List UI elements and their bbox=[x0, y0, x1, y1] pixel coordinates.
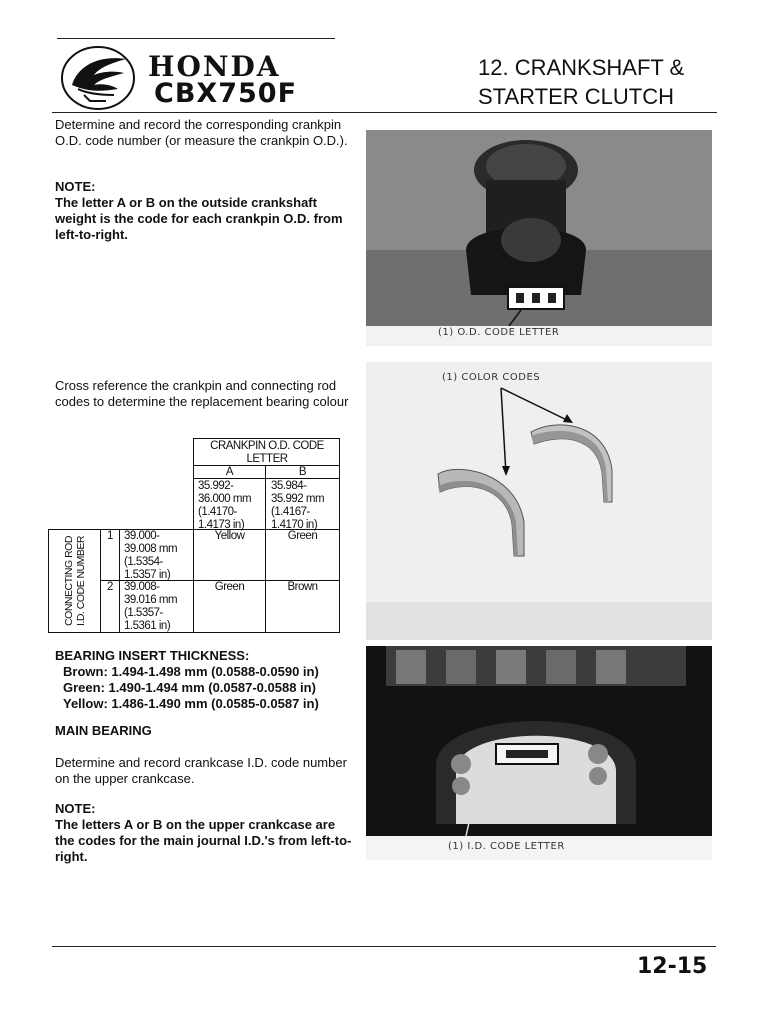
column-a-spec bbox=[198, 480, 264, 532]
photo-caption-od-code: (1) O.D. CODE LETTER bbox=[438, 327, 560, 338]
spec-line: 1.5361 in) bbox=[124, 620, 171, 632]
rod-header-line-2: I.D. CODE NUMBER bbox=[75, 536, 87, 627]
spec-line: 39.008 mm bbox=[124, 543, 178, 555]
header-rule-bottom bbox=[52, 112, 717, 113]
page-number: 12-15 bbox=[637, 954, 708, 979]
table-line bbox=[119, 529, 120, 633]
column-b-label: B bbox=[298, 466, 307, 478]
bearing-selection-table bbox=[48, 438, 340, 633]
section-title-line-2: STARTER CLUTCH bbox=[478, 84, 674, 109]
footer-rule bbox=[52, 946, 716, 947]
spec-line: 36.000 mm bbox=[198, 493, 252, 505]
bearing-color-1b: Green bbox=[287, 530, 318, 542]
bearing-color-1a: Yellow bbox=[214, 530, 245, 542]
bearing-color-2a: Green bbox=[214, 581, 245, 593]
spec-line: 35.992 mm bbox=[271, 493, 325, 505]
spec-line: (1.5357- bbox=[124, 607, 163, 619]
spec-line: 1.4170 in) bbox=[271, 519, 318, 531]
spec-line: 35.992- bbox=[198, 480, 234, 492]
note-label: NOTE: bbox=[55, 179, 96, 194]
photo-caption-color-codes: (1) COLOR CODES bbox=[442, 372, 541, 383]
table-line bbox=[265, 465, 266, 633]
note-crankcase bbox=[55, 801, 355, 865]
crankcase-photo bbox=[366, 646, 712, 860]
crankpin-header: CRANKPIN O.D. CODE LETTER bbox=[210, 440, 324, 465]
rod-code-1: 1 bbox=[107, 530, 113, 542]
thickness-green: Green: 1.490-1.494 mm (0.0587-0.0588 in) bbox=[63, 680, 316, 695]
table-line bbox=[339, 438, 340, 633]
table-line bbox=[48, 529, 49, 633]
thickness-brown: Brown: 1.494-1.498 mm (0.0588-0.0590 in) bbox=[63, 664, 319, 679]
spec-line: (1.4170- bbox=[198, 506, 237, 518]
note-body: The letters A or B on the upper crankcase are the codes for the main journal I.D.'s from left-to-right. bbox=[55, 817, 352, 864]
crankshaft-photo bbox=[366, 130, 712, 346]
spec-line: 39.016 mm bbox=[124, 594, 178, 606]
paragraph-crankpin-record: Determine and record the corresponding crankpin O.D. code number (or measure the crankpin O.D.). bbox=[55, 117, 348, 148]
brand-name: HONDA bbox=[148, 50, 281, 83]
note-body: The letter A or B on the outside crankshaft weight is the code for each crankpin O.D. from left-to-right. bbox=[55, 195, 343, 242]
photo-caption-id-code: (1) I.D. CODE LETTER bbox=[448, 841, 565, 852]
spec-line: (1.4167- bbox=[271, 506, 310, 518]
thickness-title: BEARING INSERT THICKNESS: bbox=[55, 648, 250, 663]
section-title bbox=[478, 53, 684, 111]
table-line bbox=[100, 529, 101, 633]
rod-code-header bbox=[50, 529, 100, 633]
spec-line: 1.4173 in) bbox=[198, 519, 245, 531]
note-label: NOTE: bbox=[55, 801, 96, 816]
main-bearing-heading: MAIN BEARING bbox=[55, 723, 152, 738]
honda-wing-logo-icon bbox=[60, 45, 138, 111]
spec-line: 39.000- bbox=[124, 530, 160, 542]
paragraph-cross-reference: Cross reference the crankpin and connecting rod codes to determine the replacement bearing colour bbox=[55, 378, 349, 409]
column-a-label: A bbox=[225, 466, 234, 478]
section-title-line-1: 12. CRANKSHAFT & bbox=[478, 55, 685, 80]
spec-line: 1.5357 in) bbox=[124, 569, 171, 581]
column-b-spec bbox=[271, 480, 339, 532]
note-crankpin bbox=[55, 179, 355, 243]
bearing-inserts-photo bbox=[366, 362, 712, 640]
bearing-color-2b: Brown bbox=[287, 581, 318, 593]
rod-header-line-1: CONNECTING ROD bbox=[63, 536, 75, 626]
header-rule-top bbox=[57, 38, 335, 39]
model-name: CBX750F bbox=[154, 78, 298, 109]
rod-spec-1 bbox=[124, 530, 192, 582]
paragraph-crankcase-record: Determine and record crankcase I.D. code number on the upper crankcase. bbox=[55, 755, 347, 786]
spec-line: (1.5354- bbox=[124, 556, 163, 568]
rod-code-2: 2 bbox=[107, 581, 113, 593]
bearing-thickness-block bbox=[55, 648, 355, 712]
table-line bbox=[193, 438, 340, 439]
rod-spec-2 bbox=[124, 581, 192, 633]
spec-line: 39.008- bbox=[124, 581, 160, 593]
spec-line: 35.984- bbox=[271, 480, 307, 492]
thickness-yellow: Yellow: 1.486-1.490 mm (0.0585-0.0587 in) bbox=[63, 696, 319, 711]
